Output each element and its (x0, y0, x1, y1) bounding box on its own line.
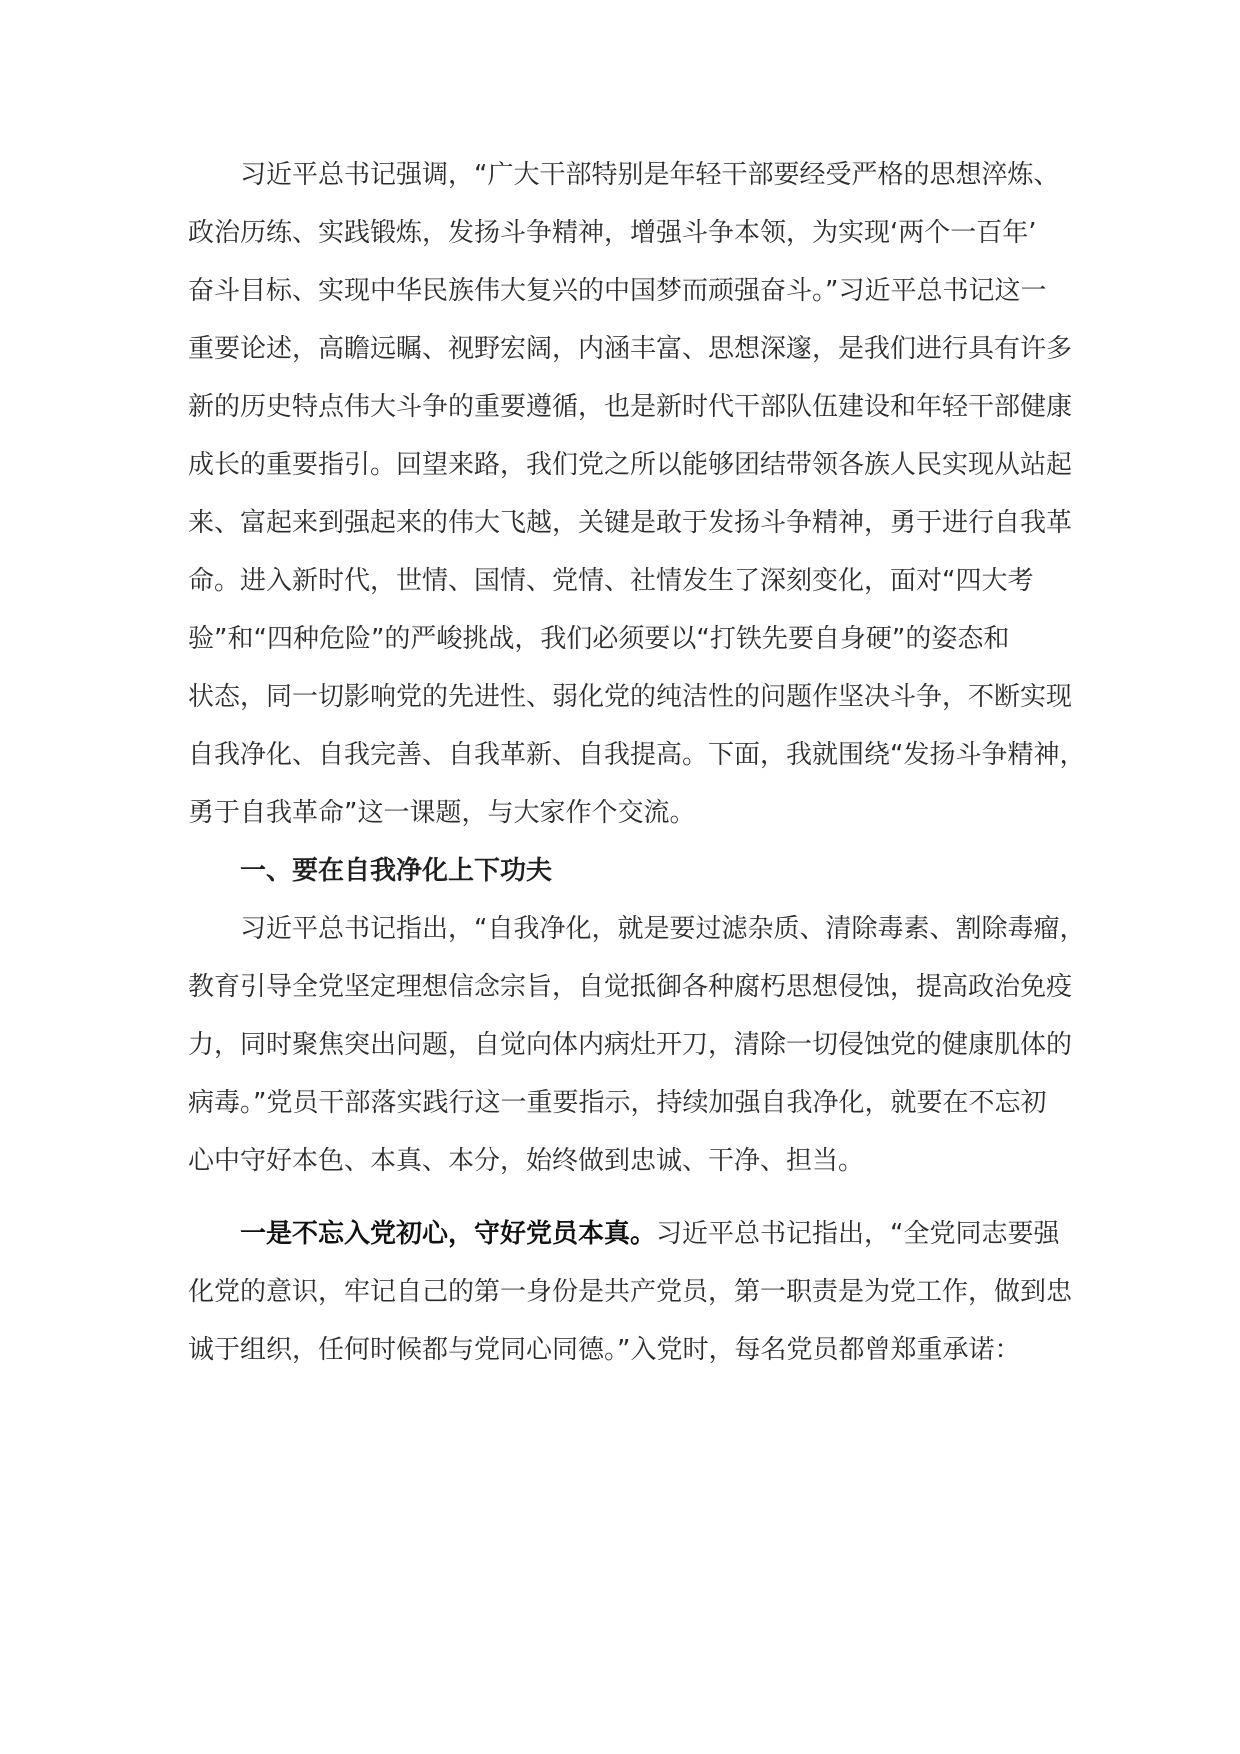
section-heading: 一、要在自我净化上下功夫 (240, 856, 553, 886)
paragraph-1-line-10: 状态，同一切影响党的先进性、弱化党的纯洁性的问题作坚决斗争，不断实现 (188, 682, 1073, 712)
paragraph-1-line-11: 自我净化、自我完善、自我革新、自我提高。下面，我就围绕“发扬斗争精神， (188, 740, 1086, 770)
paragraph-1-line-12: 勇于自我革命”这一课题，与大家作个交流。 (188, 798, 696, 828)
paragraph-1-line-6: 成长的重要指引。回望来路，我们党之所以能够团结带领各族人民实现从站起 (188, 450, 1073, 480)
paragraph-3-first-rest: 习近平总书记指出，“全党同志要强 (656, 1219, 1060, 1249)
paragraph-2-line-4: 病毒。”党员干部落实践行这一重要指示，持续加强自我净化，就要在不忘初 (188, 1088, 1047, 1118)
paragraph-1-line-9: 验”和“四种危险”的严峻挑战，我们必须要以“打铁先要自身硬”的姿态和 (188, 624, 1010, 654)
paragraph-3-line-3: 诚于组织，任何时候都与党同心同德。”入党时，每名党员都曾郑重承诺： (188, 1335, 1021, 1365)
paragraph-3-line-2: 化党的意识，牢记自己的第一身份是共产党员，第一职责是为党工作，做到忠 (188, 1277, 1073, 1307)
paragraph-2-line-3: 力，同时聚焦突出问题，自觉向体内病灶开刀，清除一切侵蚀党的健康肌体的 (188, 1030, 1073, 1060)
paragraph-2-line-2: 教育引导全党坚定理想信念宗旨，自觉抵御各种腐朽思想侵蚀，提高政治免疫 (188, 972, 1073, 1002)
paragraph-2-line-5: 心中守好本色、本真、本分，始终做到忠诚、干净、担当。 (188, 1146, 865, 1176)
paragraph-1-line-8: 命。进入新时代，世情、国情、党情、社情发生了深刻变化，面对“四大考 (188, 566, 1034, 596)
paragraph-1-line-2: 政治历练、实践锻炼，发扬斗争精神，增强斗争本领，为实现‘两个一百年’ (188, 218, 1037, 248)
paragraph-1-line-4: 重要论述，高瞻远瞩、视野宏阔，内涵丰富、思想深邃，是我们进行具有许多 (188, 334, 1073, 364)
paragraph-3-line-1 (188, 1202, 1140, 1266)
paragraph-1-line-7: 来、富起来到强起来的伟大飞越，关键是敢于发扬斗争精神，勇于进行自我革 (188, 508, 1073, 538)
paragraph-3-lead: 一是不忘入党初心，守好党员本真。 (240, 1219, 657, 1249)
paragraph-1-line-5: 新的历史特点伟大斗争的重要遵循，也是新时代干部队伍建设和年轻干部健康 (188, 392, 1073, 422)
paragraph-1-line-1: 习近平总书记强调，“广大干部特别是年轻干部要经受严格的思想淬炼、 (240, 160, 1060, 190)
paragraph-2-line-1: 习近平总书记指出，“自我净化，就是要过滤杂质、清除毒素、割除毒瘤， (240, 914, 1086, 944)
paragraph-1-line-3: 奋斗目标、实现中华民族伟大复兴的中国梦而顽强奋斗。”习近平总书记这一 (188, 276, 1047, 306)
